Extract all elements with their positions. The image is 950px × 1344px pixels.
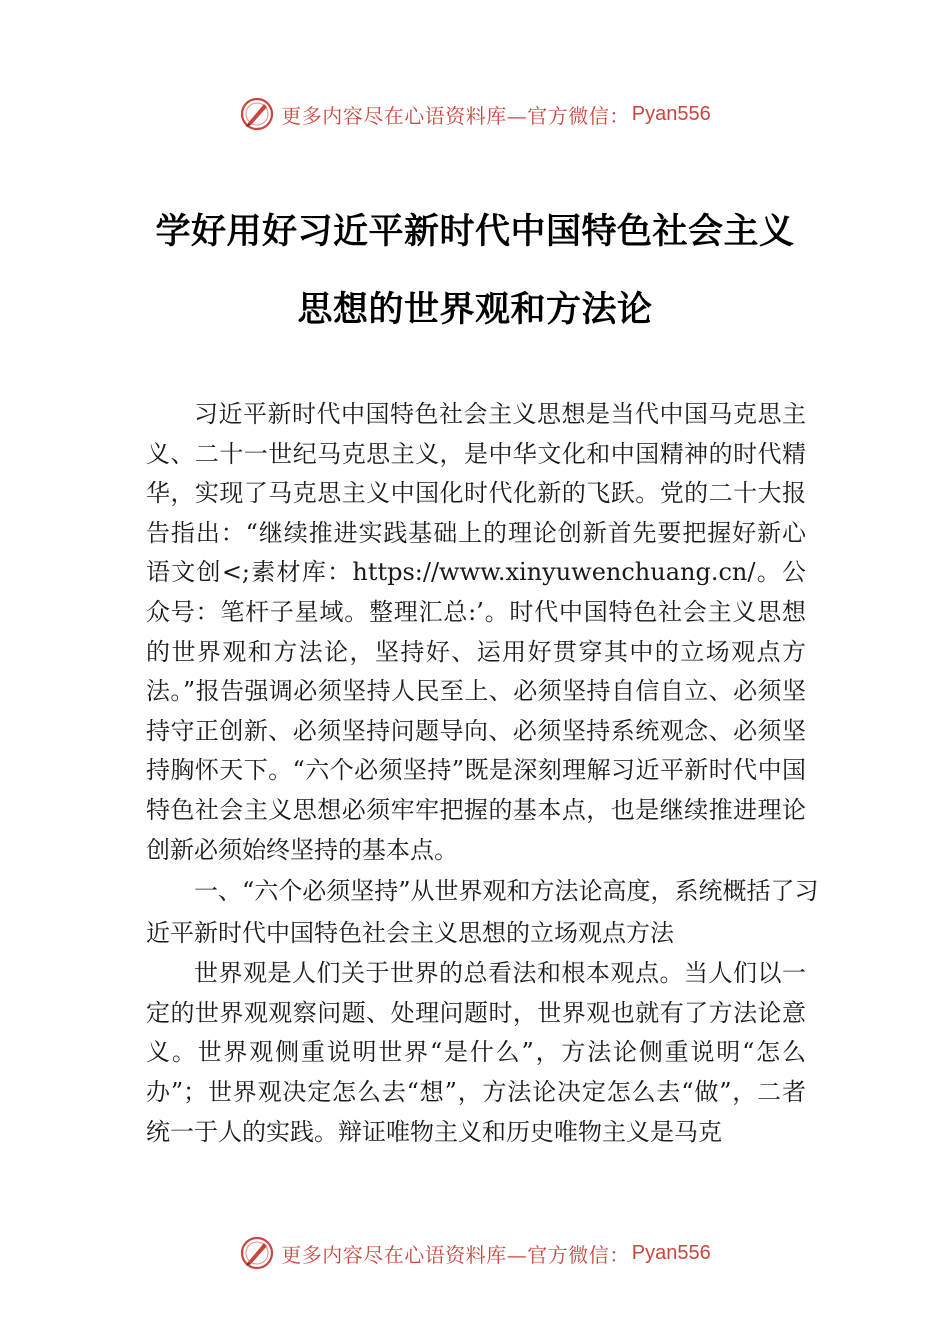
footer-banner-text: 更多内容尽在心语资料库—官方微信： <box>281 1242 630 1267</box>
document-title-line1: 学好用好习近平新时代中国特色社会主义 <box>155 212 795 252</box>
document-title-line2: 思想的世界观和方法论 <box>297 290 653 330</box>
header-banner <box>0 94 950 134</box>
header-banner-text: 更多内容尽在心语资料库—官方微信： <box>281 103 630 128</box>
paragraph-2: 世界观是人们关于世界的总看法和根本观点。当人们以一定的世界观观察问题、处理问题时，世界观也就有了方法论意义。世界观侧重说明世界“是什么”，方法论侧重说明“怎么办”；世界观决定怎么去“想”，方法论决定怎么去“做”，二者统一于人的实践。辩证唯物主义和历史唯物主义是马克 <box>146 959 806 1146</box>
quill-seal-icon <box>239 1235 275 1271</box>
footer-banner <box>0 1233 950 1273</box>
document-body <box>146 395 819 1152</box>
section-heading-1: 一、“六个必须坚持”从世界观和方法论高度，系统概括了习近平新时代中国特色社会主义思想的立场观点方法 <box>146 877 819 948</box>
footer-wechat-id: Pyan556 <box>631 1241 711 1264</box>
quill-seal-icon <box>239 96 275 132</box>
header-wechat-id: Pyan556 <box>631 102 711 125</box>
paragraph-1: 习近平新时代中国特色社会主义思想是当代中国马克思主义、二十一世纪马克思主义，是中华文化和中国精神的时代精华，实现了马克思主义中国化时代化新的飞跃。党的二十大报告指出：“继续推进实践基础上的理论创新首先要把握好新心语文创<;素材库：https://www.xinyuwenchuang.cn/。公众号：笔杆子星域。整理汇总:’。时代中国特色社会主义思想的世界观和方法论，坚持好、运用好贯穿其中的立场观点方法。”报告强调必须坚持人民至上、必须坚持自信自立、必须坚持守正创新、必须坚持问题导向、必须坚持系统观念、必须坚持胸怀天下。“六个必须坚持”既是深刻理解习近平新时代中国特色社会主义思想必须牢牢把握的基本点，也是继续推进理论创新必须始终坚持的基本点。 <box>146 400 806 864</box>
